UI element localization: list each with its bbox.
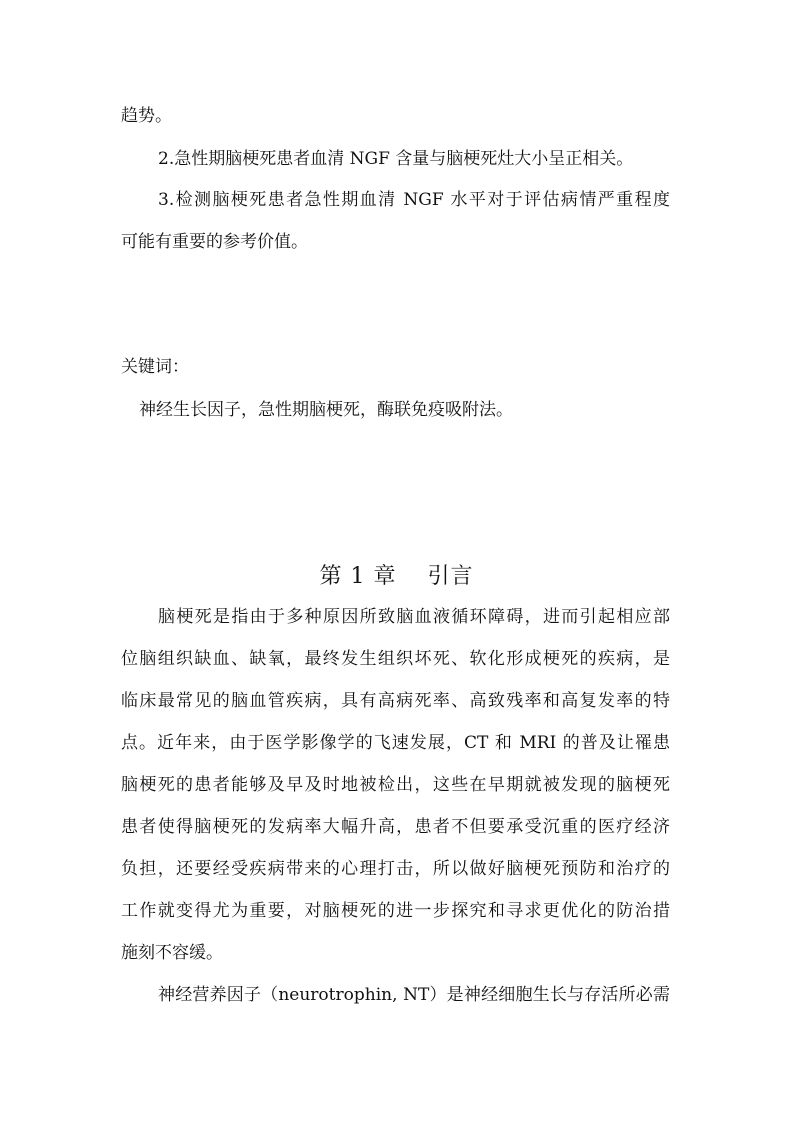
- intro-p1-line-2: 位脑组织缺血、缺氧，最终发生组织坏死、软化形成梗死的疾病，是: [121, 649, 670, 669]
- intro-p1-line-8: 工作就变得尤为重要，对脑梗死的进一步探究和寻求更优化的防治措: [121, 901, 670, 921]
- intro-p1-line-5: 脑梗死的患者能够及早及时地被检出，这些在早期就被发现的脑梗死: [121, 775, 670, 795]
- intro-p1-line-7: 负担，还要经受疾病带来的心理打击，所以做好脑梗死预防和治疗的: [121, 859, 670, 879]
- conclusion-item-2: 2.急性期脑梗死患者血清 NGF 含量与脑梗死灶大小呈正相关。: [158, 149, 634, 169]
- intro-p1-line-6: 患者使得脑梗死的发病率大幅升高，患者不但要承受沉重的医疗经济: [121, 817, 670, 837]
- conclusion-item-3-line-1: 3.检测脑梗死患者急性期血清 NGF 水平对于评估病情严重程度: [158, 190, 670, 210]
- conclusion-tail: 趋势。: [121, 106, 172, 126]
- keywords-text: 神经生长因子，急性期脑梗死，酶联免疫吸附法。: [139, 400, 513, 420]
- conclusion-item-3-line-2: 可能有重要的参考价值。: [121, 232, 308, 252]
- intro-p1-line-3: 临床最常见的脑血管疾病，具有高病死率、高致残率和高复发率的特: [121, 691, 670, 711]
- chapter-title: 第 1 章 引言: [319, 564, 474, 589]
- intro-p1-line-4: 点。近年来，由于医学影像学的飞速发展，CT 和 MRI 的普及让罹患: [121, 733, 670, 753]
- intro-p1-line-1: 脑梗死是指由于多种原因所致脑血液循环障碍，进而引起相应部: [158, 607, 670, 627]
- keywords-label: 关键词：: [121, 357, 189, 377]
- intro-p2-line-1: 神经营养因子（neurotrophin, NT）是神经细胞生长与存活所必需: [158, 985, 670, 1005]
- intro-p1-line-9: 施刻不容缓。: [121, 943, 223, 963]
